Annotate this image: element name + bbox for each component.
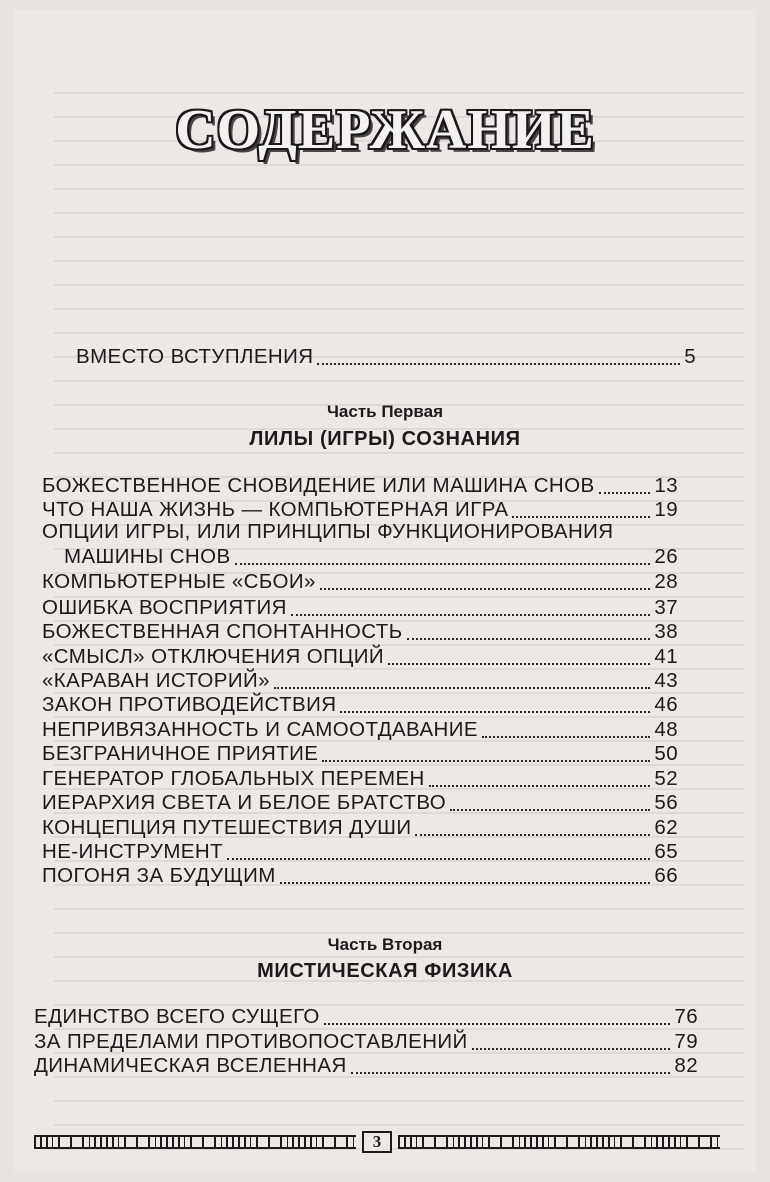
page-footer	[34, 1131, 720, 1153]
toc-entry[interactable]	[42, 669, 678, 693]
leader-dots	[429, 785, 651, 787]
toc-entry-page: 26	[654, 545, 678, 568]
part-one-label: Часть Первая	[326, 402, 443, 421]
toc-entry-page: 65	[654, 840, 678, 863]
toc-entry-label-line1[interactable]: ОПЦИИ ИГРЫ, ИЛИ ПРИНЦИПЫ ФУНКЦИОНИРОВАНИЯ	[42, 520, 614, 543]
leader-dots	[415, 834, 650, 836]
toc-entry-label: НЕПРИВЯЗАННОСТЬ И САМООТДАВАНИЕ	[42, 718, 478, 741]
leader-dots	[512, 516, 650, 518]
toc-entry-label: «КАРАВАН ИСТОРИЙ»	[42, 669, 270, 692]
toc-entry[interactable]	[42, 498, 678, 522]
footer-ornament-right	[398, 1135, 720, 1149]
leader-dots	[280, 882, 651, 884]
leader-dots	[317, 363, 680, 365]
toc-entry-page: 52	[654, 767, 678, 790]
leader-dots	[227, 858, 650, 860]
toc-entry[interactable]	[42, 742, 678, 766]
toc-entry-label: ЕДИНСТВО ВСЕГО СУЩЕГО	[34, 1005, 320, 1028]
toc-entry[interactable]	[42, 693, 678, 717]
toc-entry-page: 56	[654, 791, 678, 814]
toc-entry-page: 5	[684, 345, 696, 368]
toc-entry[interactable]	[42, 620, 678, 644]
leader-dots	[322, 760, 650, 762]
toc-entry[interactable]	[42, 596, 678, 620]
toc-entry-page: 28	[654, 570, 678, 593]
page-number: 3	[362, 1131, 392, 1153]
toc-entry-page: 37	[654, 596, 678, 619]
leader-dots	[235, 563, 651, 565]
toc-entry[interactable]	[64, 545, 678, 569]
footer-ornament-left	[34, 1135, 356, 1149]
toc-entry[interactable]	[42, 718, 678, 742]
toc-entry-page: 50	[654, 742, 678, 765]
leader-dots	[482, 736, 650, 738]
toc-entry-label: НЕ-ИНСТРУМЕНТ	[42, 840, 224, 863]
toc-entry-label: ИЕРАРХИЯ СВЕТА И БЕЛОЕ БРАТСТВО	[42, 791, 447, 814]
toc-entry[interactable]	[42, 570, 678, 594]
toc-entry-page: 19	[654, 498, 678, 521]
leader-dots	[472, 1048, 671, 1050]
leader-dots	[320, 588, 651, 590]
toc-entry-label: ЧТО НАША ЖИЗНЬ — КОМПЬЮТЕРНАЯ ИГРА	[42, 498, 509, 521]
toc-entry-intro[interactable]	[76, 345, 696, 369]
toc-entry-label: ЗА ПРЕДЕЛАМИ ПРОТИВОПОСТАВЛЕНИЙ	[34, 1030, 468, 1053]
toc-entry-page: 46	[654, 693, 678, 716]
toc-entry[interactable]	[34, 1030, 698, 1054]
leader-dots	[450, 809, 650, 811]
toc-entry[interactable]	[42, 767, 678, 791]
toc-entry[interactable]	[34, 1005, 698, 1029]
toc-entry-label: ПОГОНЯ ЗА БУДУЩИМ	[42, 864, 276, 887]
toc-entry-label: КОМПЬЮТЕРНЫЕ «СБОИ»	[42, 570, 316, 593]
leader-dots	[388, 663, 650, 665]
toc-entry-label: КОНЦЕПЦИЯ ПУТЕШЕСТВИЯ ДУШИ	[42, 816, 412, 839]
part-two-title: МИСТИЧЕСКАЯ ФИЗИКА	[257, 960, 513, 982]
toc-entry[interactable]	[42, 816, 678, 840]
toc-entry-label: БЕЗГРАНИЧНОЕ ПРИЯТИЕ	[42, 742, 319, 765]
toc-entry-label: БОЖЕСТВЕННОЕ СНОВИДЕНИЕ ИЛИ МАШИНА СНОВ	[42, 474, 595, 497]
toc-entry-page: 43	[654, 669, 678, 692]
leader-dots	[324, 1023, 671, 1025]
toc-entry-label-line2: МАШИНЫ СНОВ	[64, 545, 231, 568]
toc-entry-page: 66	[654, 864, 678, 887]
toc-entry-page: 41	[654, 645, 678, 668]
toc-entry-page: 79	[674, 1030, 698, 1053]
leader-dots	[351, 1072, 671, 1074]
toc-entry-page: 76	[674, 1005, 698, 1028]
leader-dots	[340, 711, 650, 713]
part-two-label: Часть Вторая	[327, 935, 443, 954]
toc-entry-page: 48	[654, 718, 678, 741]
leader-dots	[274, 687, 650, 689]
toc-entry-label: БОЖЕСТВЕННАЯ СПОНТАННОСТЬ	[42, 620, 403, 643]
toc-entry[interactable]	[42, 791, 678, 815]
toc-entry[interactable]	[42, 840, 678, 864]
leader-dots	[291, 614, 651, 616]
toc-entry[interactable]	[42, 474, 678, 498]
toc-entry-label: ГЕНЕРАТОР ГЛОБАЛЬНЫХ ПЕРЕМЕН	[42, 767, 425, 790]
toc-entry-label: «СМЫСЛ» ОТКЛЮЧЕНИЯ ОПЦИЙ	[42, 645, 385, 668]
toc-entry-page: 13	[654, 474, 678, 497]
toc-entry-page: 62	[654, 816, 678, 839]
leader-dots	[599, 492, 651, 494]
toc-entry-label: ДИНАМИЧЕСКАЯ ВСЕЛЕННАЯ	[34, 1054, 347, 1077]
toc-entry-page: 38	[654, 620, 678, 643]
toc-entry[interactable]	[42, 864, 678, 888]
leader-dots	[407, 638, 651, 640]
toc-entry-label: ВМЕСТО ВСТУПЛЕНИЯ	[76, 345, 314, 368]
part-one-title: ЛИЛЫ (ИГРЫ) СОЗНАНИЯ	[249, 428, 521, 450]
toc-entry[interactable]	[42, 645, 678, 669]
toc-entry-page: 82	[674, 1054, 698, 1077]
toc-entry[interactable]	[34, 1054, 698, 1078]
page-title: СОДЕРЖАНИЕ	[175, 99, 595, 161]
toc-entry-label: ЗАКОН ПРОТИВОДЕЙСТВИЯ	[42, 693, 337, 716]
toc-entry-label: ОШИБКА ВОСПРИЯТИЯ	[42, 596, 287, 619]
